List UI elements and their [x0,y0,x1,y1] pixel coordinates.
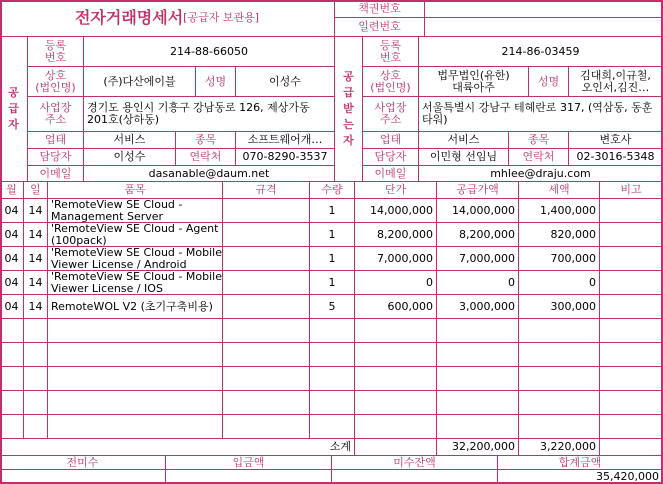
item-day: 14 [24,247,48,271]
item-note [600,223,663,247]
buyer-name: 김대희,이규철, 오인서,김진… [569,67,663,97]
supplier-address: 경기도 용인시 기흥구 강남동로 126, 제상가동 201호(상하동) [84,97,335,132]
item-supply: 0 [437,271,519,295]
empty-cell [437,319,519,343]
empty-cell [24,367,48,391]
empty-cell [437,415,519,439]
empty-cell [600,319,663,343]
item-unit_price: 0 [355,271,437,295]
item-day: 14 [24,223,48,247]
item-month: 04 [0,199,24,223]
empty-cell [437,343,519,367]
empty-cell [310,319,355,343]
empty-cell [48,367,223,391]
footer-paid-label: 입금액 [166,456,332,470]
empty-cell [355,391,437,415]
item-day: 14 [24,199,48,223]
supplier-name: 이성수 [236,67,335,97]
item-day: 14 [24,295,48,319]
empty-cell [0,415,24,439]
footer-prev_balance-label: 전미수 [0,456,166,470]
footer-paid [166,470,332,484]
col-header-spec: 규격 [223,182,310,199]
item-qty: 5 [310,295,355,319]
empty-cell [24,343,48,367]
subtotal-supply: 32,200,000 [437,439,519,456]
buyer-phone: 02-3016-5348 [569,149,663,166]
item-tax: 300,000 [519,295,600,319]
item-month: 04 [0,295,24,319]
item-unit_price: 600,000 [355,295,437,319]
supplier-biz-type: 서비스 [84,132,176,149]
empty-cell [519,343,600,367]
empty-cell [355,319,437,343]
buyer-email-label: 이메일 [363,166,419,182]
side-char: 자 [343,134,354,147]
empty-cell [519,319,600,343]
item-supply: 7,000,000 [437,247,519,271]
item-item: 'RemoteView SE Cloud - Mobile Viewer License / Android [48,247,223,271]
supplier-phone-label: 연락처 [176,149,236,166]
item-qty: 1 [310,223,355,247]
supplier-phone: 070-8290-3537 [236,149,335,166]
empty-cell [223,319,310,343]
item-note [600,295,663,319]
col-header-item: 품목 [48,182,223,199]
item-item: 'RemoteView SE Cloud - Mobile Viewer License / IOS [48,271,223,295]
serial-no-label: 일련번호 [335,18,425,37]
col-header-note: 비고 [600,182,663,199]
item-note [600,271,663,295]
supplier-email: dasanable@daum.net [84,166,335,182]
supplier-name-label: 성명 [196,67,236,97]
empty-cell [310,391,355,415]
empty-cell [600,415,663,439]
document-title [0,0,335,37]
item-note [600,247,663,271]
item-unit_price: 7,000,000 [355,247,437,271]
side-char: 는 [343,118,354,131]
item-tax: 820,000 [519,223,600,247]
buyer-reg-no: 214-86-03459 [419,37,663,67]
supplier-biz-type-label: 업태 [28,132,84,149]
item-spec [223,199,310,223]
buyer-name-label: 성명 [529,67,569,97]
footer-total-label: 합계금액 [498,456,663,470]
serial-no-value [425,18,663,37]
footer-unpaid [332,470,498,484]
supplier-biz-item-label: 종목 [176,132,236,149]
empty-cell [223,367,310,391]
empty-cell [437,391,519,415]
supplier-reg-no: 214-88-66050 [84,37,335,67]
footer-unpaid-label: 미수잔액 [332,456,498,470]
footer-total: 35,420,000 [498,470,663,484]
item-note [600,199,663,223]
empty-cell [48,415,223,439]
item-month: 04 [0,247,24,271]
empty-cell [48,391,223,415]
empty-cell [355,415,437,439]
book-no-label: 책권번호 [335,0,425,18]
buyer-biz-type: 서비스 [419,132,509,149]
supplier-contact: 이성수 [84,149,176,166]
buyer-biz-item-label: 종목 [509,132,569,149]
item-qty: 1 [310,247,355,271]
side-char: 급 [8,102,19,115]
item-month: 04 [0,223,24,247]
buyer-biz-type-label: 업태 [363,132,419,149]
supplier-company-label: 상호 (법인명) [28,67,84,97]
supplier-contact-label: 담당자 [28,149,84,166]
empty-cell [0,391,24,415]
supplier-side-label [0,37,28,182]
empty-cell [0,343,24,367]
empty-cell [600,343,663,367]
item-qty: 1 [310,271,355,295]
empty-cell [519,391,600,415]
buyer-reg-no-label: 등록 번호 [363,37,419,67]
item-unit_price: 8,200,000 [355,223,437,247]
item-tax: 0 [519,271,600,295]
col-header-tax: 세액 [519,182,600,199]
empty-cell [0,367,24,391]
item-spec [223,247,310,271]
subtotal-label: 소계 [0,439,355,456]
col-header-unit_price: 단가 [355,182,437,199]
title-text: 전자거래명세서 [74,8,184,27]
empty-cell [223,415,310,439]
empty-cell [355,367,437,391]
side-char: 공 [343,70,354,83]
supplier-email-label: 이메일 [28,166,84,182]
item-spec [223,295,310,319]
empty-cell [519,367,600,391]
col-header-day: 일 [24,182,48,199]
subtotal-blank [355,439,437,456]
empty-cell [24,319,48,343]
col-header-qty: 수량 [310,182,355,199]
empty-cell [24,391,48,415]
side-char: 공 [8,86,19,99]
item-supply: 3,000,000 [437,295,519,319]
empty-cell [48,343,223,367]
empty-cell [437,367,519,391]
book-no-value [425,0,663,18]
buyer-company-label: 상호 (법인명) [363,67,419,97]
item-item: RemoteWOL V2 (초기구축비용) [48,295,223,319]
empty-cell [310,367,355,391]
buyer-biz-item: 변호사 [569,132,663,149]
side-char: 급 [343,86,354,99]
buyer-contact-label: 담당자 [363,149,419,166]
empty-cell [48,319,223,343]
supplier-company: (주)다산에이블 [84,67,196,97]
supplier-biz-item: 소프트웨어개… [236,132,335,149]
buyer-phone-label: 연락처 [509,149,569,166]
subtotal-tax: 3,220,000 [519,439,600,456]
item-item: 'RemoteView SE Cloud - Agent (100pack) [48,223,223,247]
item-spec [223,223,310,247]
item-month: 04 [0,271,24,295]
empty-cell [310,343,355,367]
empty-cell [223,391,310,415]
empty-cell [310,415,355,439]
item-supply: 8,200,000 [437,223,519,247]
empty-cell [355,343,437,367]
empty-cell [600,391,663,415]
buyer-address: 서울특별시 강남구 테헤란로 317, (역삼동, 동훈타워) [419,97,663,132]
buyer-email: mhlee@draju.com [419,166,663,182]
col-header-month: 월 [0,182,24,199]
supplier-reg-no-label: 등록 번호 [28,37,84,67]
item-item: 'RemoteView SE Cloud - Management Server [48,199,223,223]
item-day: 14 [24,271,48,295]
side-char: 받 [343,102,354,115]
empty-cell [519,415,600,439]
buyer-contact: 이민형 선임님 [419,149,509,166]
item-unit_price: 14,000,000 [355,199,437,223]
subtitle-text: [공급자 보관용] [183,11,260,24]
item-qty: 1 [310,199,355,223]
empty-cell [24,415,48,439]
supplier-address-label: 사업장 주소 [28,97,84,132]
buyer-company: 법무법인(유한) 대륙아주 [419,67,529,97]
empty-cell [600,367,663,391]
col-header-supply: 공급가액 [437,182,519,199]
item-tax: 1,400,000 [519,199,600,223]
buyer-address-label: 사업장 주소 [363,97,419,132]
footer-prev_balance [0,470,166,484]
side-char: 자 [8,118,19,131]
empty-cell [0,319,24,343]
empty-cell [223,343,310,367]
item-spec [223,271,310,295]
buyer-side-label [335,37,363,182]
subtotal-note [600,439,663,456]
item-tax: 700,000 [519,247,600,271]
item-supply: 14,000,000 [437,199,519,223]
